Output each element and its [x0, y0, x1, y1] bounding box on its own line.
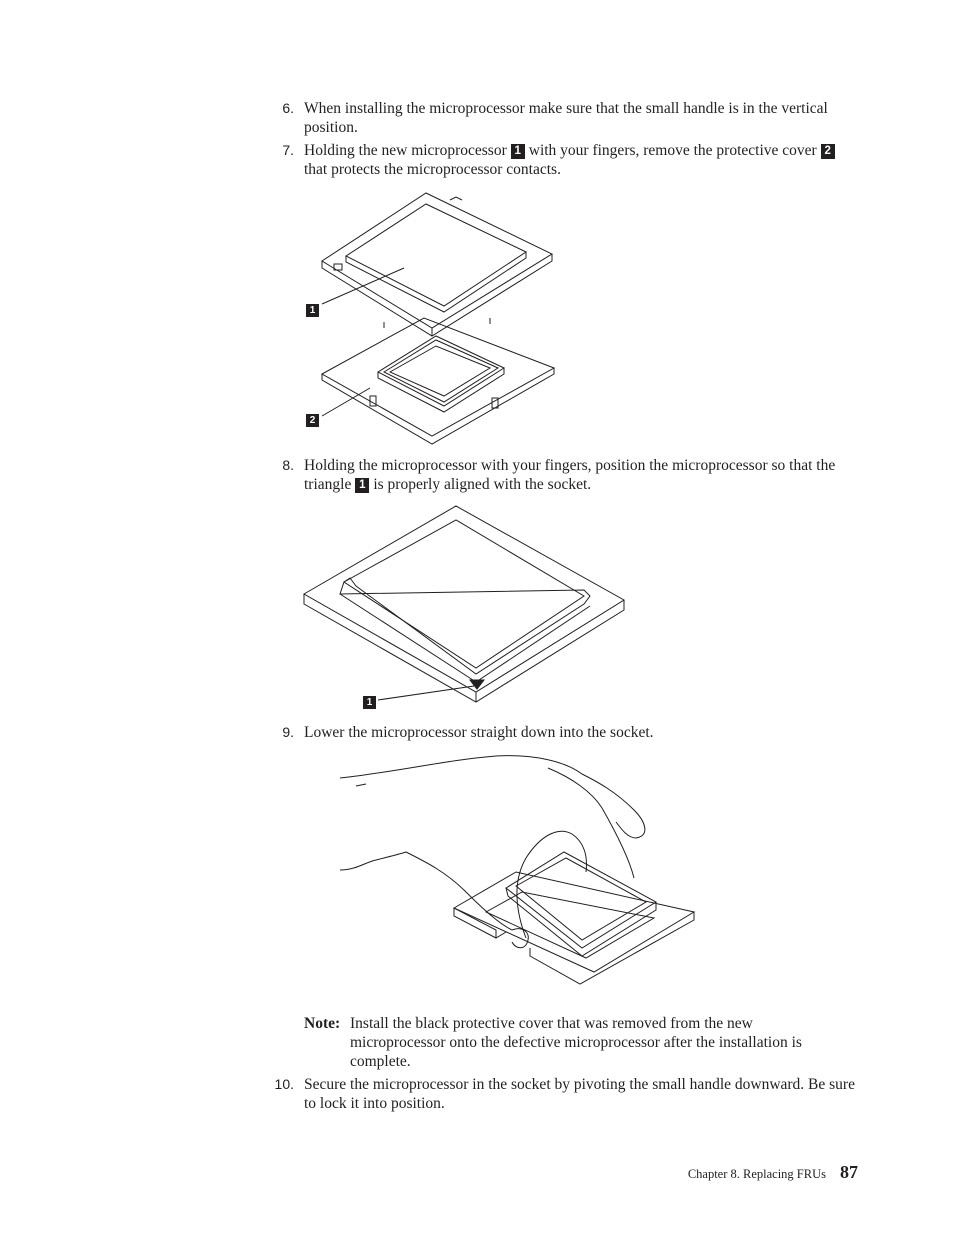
step-number: 7.	[282, 142, 294, 158]
figure-processor-cover	[300, 188, 560, 448]
figure-triangle-alignment	[300, 502, 630, 712]
step-number: 10.	[274, 1076, 294, 1092]
callout-1: 1	[306, 304, 319, 317]
step-number: 6.	[282, 100, 294, 116]
page-number: 87	[840, 1162, 858, 1182]
note-label: Note:	[304, 1015, 341, 1032]
chapter-title: Chapter 8. Replacing FRUs	[687, 1167, 826, 1181]
step-text: Secure the microprocessor in the socket by pivoting the small handle downward. Be sure to lock it into position.	[304, 1076, 855, 1112]
callout-badge: 1	[355, 478, 369, 493]
figure-lower-processor	[336, 752, 700, 988]
step-text: Lower the microprocessor straight down into the socket.	[304, 724, 654, 741]
callout-2: 2	[306, 414, 319, 427]
processor-cover-drawing	[300, 188, 560, 448]
callout-badge: 1	[511, 144, 525, 159]
hand-processor-drawing	[336, 752, 700, 988]
step-text: Holding the microprocessor with your fingers, position the microprocessor so that the triangle 1 is properly aligned with the socket.	[304, 457, 836, 493]
step-number: 8.	[282, 457, 294, 473]
page-footer	[688, 1162, 858, 1183]
callout-badge: 2	[821, 144, 835, 159]
step-text: Holding the new microprocessor 1 with your fingers, remove the protective cover 2that protects the microprocessor contacts.	[304, 141, 860, 179]
triangle-alignment-drawing	[300, 502, 630, 712]
step-text: When installing the microprocessor make sure that the small handle is in the vertical position.	[304, 100, 828, 136]
note-text: Install the black protective cover that was removed from the new microprocessor onto the defective microprocessor after the installation is complete.	[350, 1015, 802, 1070]
step-number: 9.	[282, 724, 294, 740]
callout-1: 1	[363, 696, 376, 709]
